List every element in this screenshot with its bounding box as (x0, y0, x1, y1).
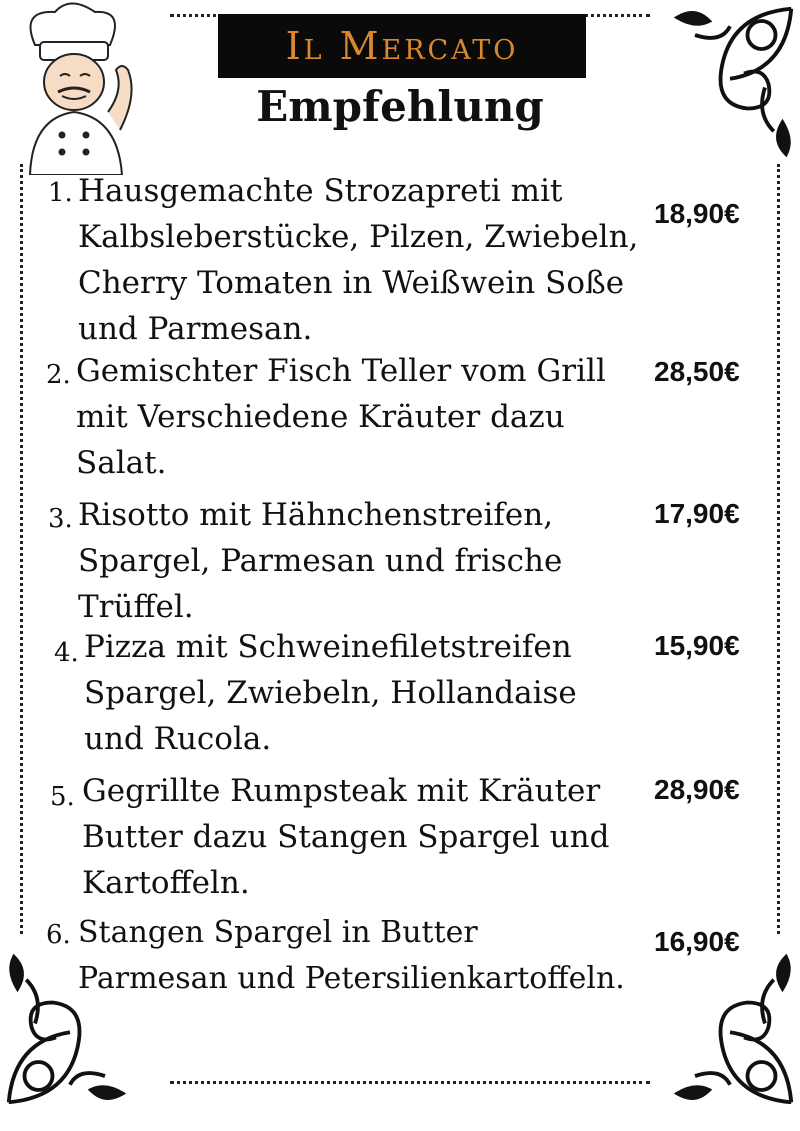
menu-heading: Empfehlung (256, 82, 544, 131)
menu-item-description: Gemischter Fisch Teller vom Grill mit Verschiedene Kräuter dazu Salat. (76, 353, 606, 481)
frame-right-border (777, 164, 780, 934)
menu-item-price: 18,90€ (654, 198, 740, 229)
menu-item-number: 2. (46, 360, 71, 390)
menu-item-number: 1. (48, 178, 73, 208)
menu-item-price: 15,90€ (654, 630, 740, 661)
menu-item-description: Stangen Spargel in Butter Parmesan und Petersilienkartoffeln. (78, 915, 625, 996)
restaurant-logo (218, 14, 586, 78)
menu-item-description: Hausgemachte Strozapreti mit Kalbsleberstücke, Pilzen, Zwiebeln, Cherry Tomaten in Weißwein Soße und Parmesan. (78, 173, 639, 347)
menu-item-description: Pizza mit Schweinefiletstreifen Spargel, Zwiebeln, Hollandaise und Rucola. (84, 629, 577, 757)
menu-item-number: 6. (46, 920, 71, 950)
menu-item-number: 5. (50, 782, 75, 812)
menu-item-price: 28,50€ (654, 356, 740, 387)
menu-item-number: 4. (54, 638, 79, 668)
menu-item-price: 17,90€ (654, 498, 740, 529)
frame-left-border (20, 164, 23, 934)
corner-ornament-bottom-right (625, 936, 800, 1111)
frame-bottom-border (170, 1081, 650, 1084)
menu-item-description: Risotto mit Hähnchenstreifen, Spargel, Parmesan und frische Trüffel. (78, 497, 563, 625)
menu-item-price: 16,90€ (654, 926, 740, 957)
menu-item-price: 28,90€ (654, 774, 740, 805)
restaurant-name: Il Mercato (285, 24, 519, 68)
menu-item-description: Gegrillte Rumpsteak mit Kräuter Butter dazu Stangen Spargel und Kartoffeln. (82, 773, 610, 901)
menu-item-number: 3. (48, 504, 73, 534)
